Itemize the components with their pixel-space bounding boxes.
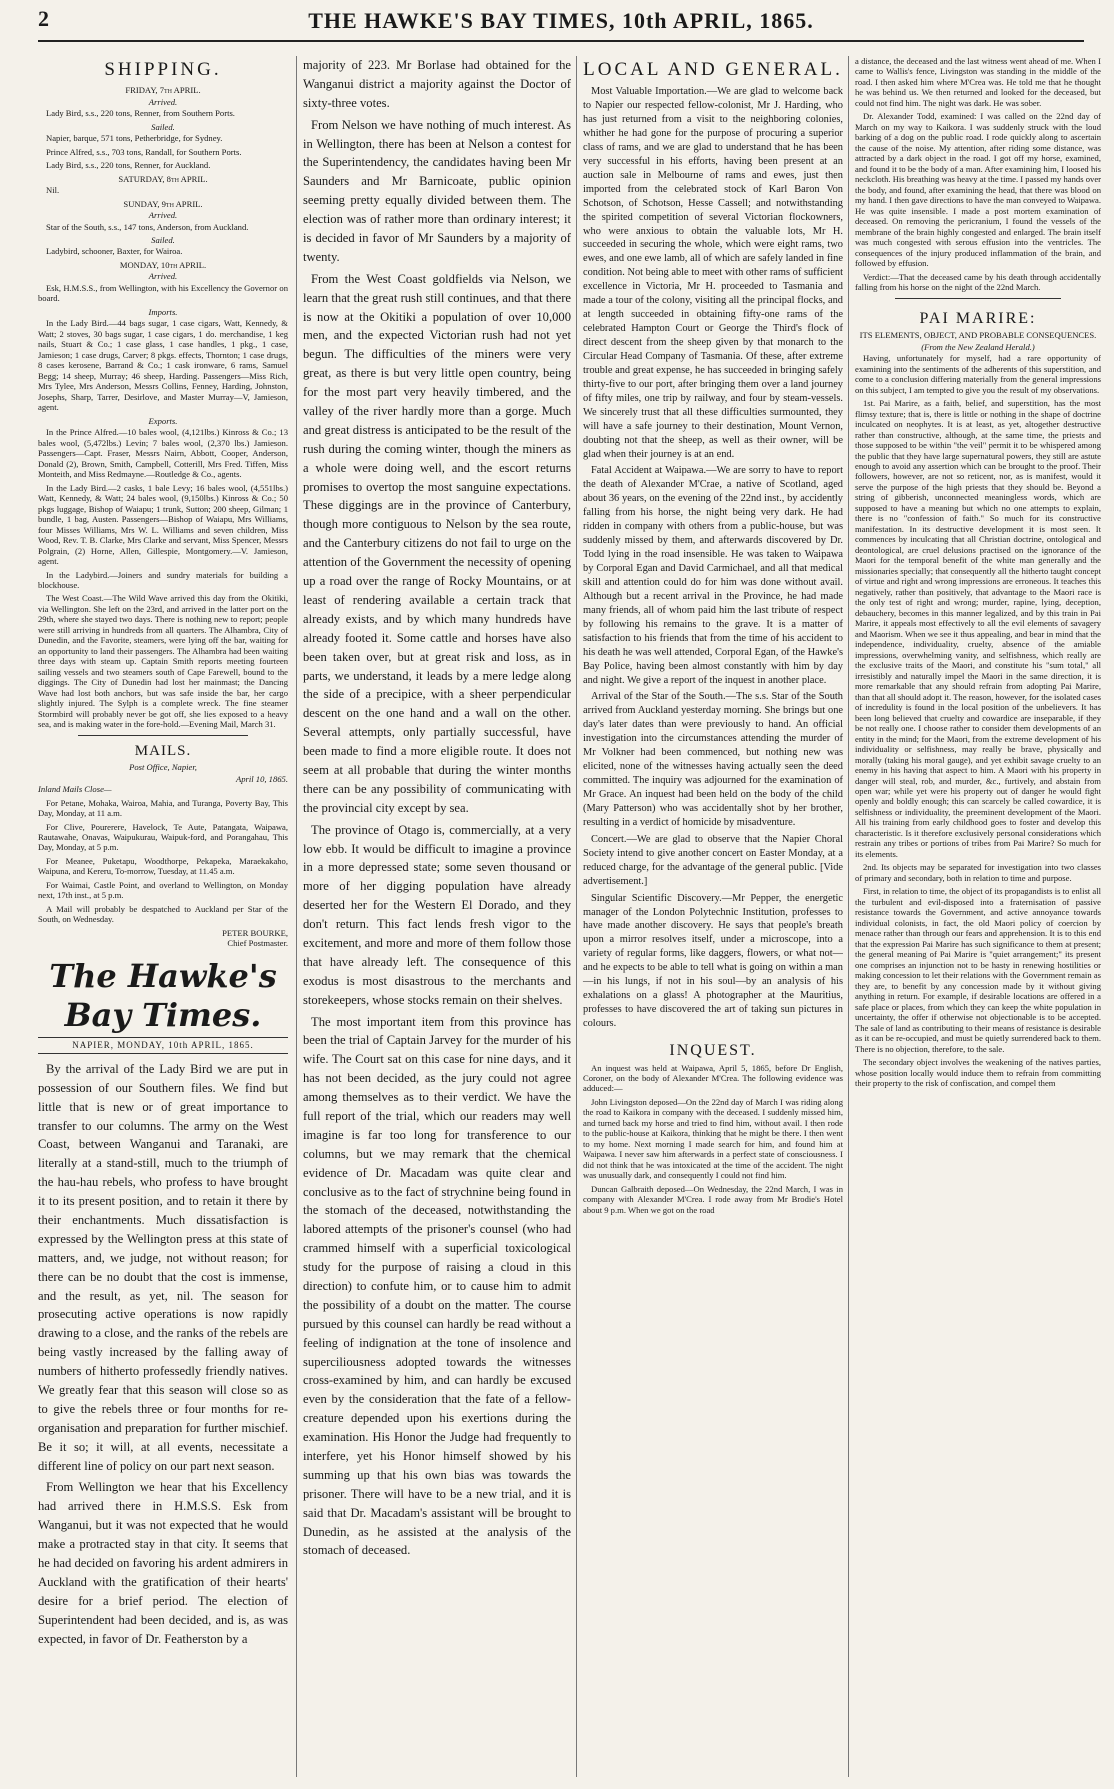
editorial-paragraph: From the West Coast goldfields via Nelson, we learn that the great rush still continues, and that there is now at the Okitiki a population of over 10,000 men, and the expected Victorian rush had not yet begun. The difficulties of the miners were very great, as there is but very little open country, being for the most part very heavily timbered, and the valley of the river hardly more than a gorge. Much and great distress is anticipated to be the result of the rush during the coming winter, though the miners as a whole were doing well, and the escort returns promises to overtop the most sanguine expectations. These diggings are in the province of Canterbury, though more contiguous to Nelson by the sea route, and the Canterbury citizens do not fail to urge on the attention of the Government the necessity of opening up a road over the range of Rocky Mountains, or at least of rendering available a certain track that already exists, and by which many hundreds have already footed it. Some cattle and horses have also been taken over, but at great risk and loss, as in parts, we understand, it leads by a mere ledge along the side of a precipice, with a sheer perpendicular descent on the one hand and a wall on the other. Several attempts, only partially successful, have been made to find a more eligible route. It does not seem at all probable that during the winter months there can be any possibility of communicating with the provincial city except by sea. <box>303 271 571 815</box>
column-2 <box>296 56 571 1777</box>
mail-entry: For Petane, Mohaka, Wairoa, Mahia, and Turanga, Poverty Bay, This Day, Monday, at 11 a.m. <box>38 797 288 819</box>
news-item: Most Valuable Importation.—We are glad to welcome back to Napier our respected fellow-colonist, Mr J. Harding, who has just returned from a visit to the neighboring colonies, whither he had gone for the purpose of procuring a superior class of rams, and we are glad to understand that he has been very successful in his efforts, having been present at an auction sale in Melbourne of rams and ewes, just then imported from the celebrated stock of Karl Baron Von Schotson, of Schotson, Hesse Cassell; and notwithstanding the spirited competition of several Victorian flockowners, who were anxious to obtain the valuable lots, Mr H. succeeded in securing the whole, which were eight rams, two ewes, and one ewe lamb, all of which are safely landed in fine condition. Not being able to meet with other rams of sufficient excellence in Victoria, Mr H. proceeded to Tasmania and made a tour of the colony, visiting all the principal flocks, and at length succeeded in obtaining fifty-one rams of the celebrated Hampton Court or George the Third's flock of direct descent from the sheep given by that monarch to the Circular Head Company of Tasmania. Of these, after extreme trouble and great expense, he has succeeded in bringing safely thirty-five to our port, after bringing them over a land journey of fifty miles, one trip by railway, and four by steam-vessels. We sincerely trust that all these difficulties surmounted, they will have a safe journey to their destination, Mount Vernon, doubting not that the sheep, as well as their owner, will be glad when their journey is at an end. <box>583 86 843 460</box>
shipping-entry: Lady Bird, s.s., 220 tons, Renner, for Auckland. <box>46 160 211 171</box>
local-general-heading: LOCAL AND GENERAL. <box>583 59 843 80</box>
exports-text: In the Prince Alfred.—10 bales wool, (4,121lbs.) Kinross & Co.; 13 bales wool, (5,472lbs.) Levin; 7 bales wool, (2,370 lbs.) Jamieson. Passengers—Capt. Fraser, Messrs Nairn, Abbott, Cooper, Anderson, Donald (2), Brown, Smith, Campbell, Cotterill, Mrs Fred. Tiffen, Miss Monteith, and Miss Redmayne.—Routledge & Co., agents. <box>38 427 288 480</box>
inquest-text: An inquest was held at Waipawa, April 5, 1865, before Dr English, Coroner, on the body of Alexander M'Crea. The following evidence was adduced:— <box>583 1062 843 1094</box>
divider <box>895 298 1061 299</box>
west-coast-news: The West Coast.—The Wild Wave arrived this day from the Okitiki, via Wellington. She left on the 23rd, and arrived in the latter port on the 29th, where she stayed two days. There is nothing new to report; people were still arriving in hundreds from all quarters. The Alhambra, City of Dunedin, and the Favorite, steamers, were lying off the bar, waiting for an opportunity to land their passengers. The Alhambra had been waiting three days with steam up. Captain Smith reports meeting fourteen sailing vessels and two steamers south of Cape Farewell, bound to the diggings. The City of Dunedin had lost her mainmast; the Dancing Wave had lost both anchors, but was safe inside the bar, her cargo slightly injured. The Sylph is a complete wreck. The fine steamer Stormbird will probably never be got off, she lies exposed to a heavy sea, and is making water in the fore-hold.—Evening Mail, March 31. <box>38 593 288 730</box>
masthead <box>38 6 1084 42</box>
shipping-day: SUNDAY, 9th APRIL. <box>123 198 203 209</box>
column-1 <box>38 56 288 1777</box>
pai-marire-subheading: ITS ELEMENTS, OBJECT, AND PROBABLE CONSEQUENCES. <box>859 330 1097 341</box>
shipping-entry: Nil. <box>46 185 60 196</box>
shipping-day: FRIDAY, 7th APRIL. <box>125 85 201 96</box>
post-date: April 10, 1865. <box>235 773 288 784</box>
newspaper-title: THE HAWKE'S BAY TIMES, 10th APRIL, 1865. <box>308 8 814 33</box>
article-paragraph: The secondary object involves the weakening of the natives parties, whose position locally would induce them to refrain from committing their property to the risk of confiscation, and compel them <box>855 1057 1101 1089</box>
mail-entry: For Clive, Pourerere, Havelock, Te Aute, Patangata, Waipawa, Rautawahe, Onavas, Waipukurau, Waipuk-ford, and Porangahau, This Day, Monday, at 5 p.m. <box>38 821 288 853</box>
article-paragraph: 2nd. Its objects may be separated for investigation into two classes of primary and secondary, both in relation to time and purpose. <box>855 862 1101 883</box>
exports-subhead: Exports. <box>148 415 178 426</box>
mail-entry: For Waimai, Castle Point, and overland to Wellington, on Monday next, 17th inst., at 5 p.m. <box>38 879 288 901</box>
inquest-text: Dr. Alexander Todd, examined: I was called on the 22nd day of March on my way to Kaikora. I was suddenly struck with the loud barking of a dog on the public road. I rode quickly along to ascertain the cause of the noise. My attention, after riding some distance, was attracted by a dark object in the road. I got off my horse, examined, and found it to be the body of a man. After examining him, I loosed his neckcloth. His breathing was heavy at the time. I passed my hands over the body, and found, after examining the head, that there was blood on my hand. I then gave directions to have the man conveyed to Waipawa. He was quite insensible. I made a post mortem examination of deceased. On removing the pericranium, I found the vessels of the membrane of the brain highly congested and enlarged. The brain itself was much congested with serous effusion into the ventricles. The consequences of the injury produced inflammation of the brain, and followed by effusion. <box>855 111 1101 269</box>
pai-marire-source: (From the New Zealand Herald.) <box>921 341 1035 352</box>
mail-entry: A Mail will probably be despatched to Auckland per Star of the South, on Wednesday. <box>38 903 288 925</box>
editorial-paragraph: The most important item from this province has been the trial of Captain Jarvey for the murder of his wife. The Court sat on this case for nine days, and it has not been decided, as the jury could not agree among themselves as to their verdict. We have the full report of the trial, which our readers may well imagine is far too long for transference to our columns, but we may remark that the chemical evidence of Dr. Macadam was quite clear and conclusive as to the fact of strychnine being found in the stomach of the deceased, notwithstanding the labored attempts of the prisoner's counsel (who had crammed himself with a superficial toxicological study for the purpose of raising a cloud in this direction) to confute him, or to cause him to admit the possibility of a doubt on the matter. The course pursued by this counsel can hardly be read without a feeling of indignation at the tone of insolence and superciliousness adopted towards the witnesses cross-examined by him, and can hardly be excused even by the consideration that the fate of a fellow-creature depended upon his exertions during the examination. His Honor the Judge had frequently to interfere, yet his Honor himself showed by his summing up that his own bias was towards the prisoner. There will have to be a new trial, and it is said that Dr. Macadam's assistant will be brought to Dunedin, as he assisted at the analysis of the stomach of deceased. <box>303 1014 571 1558</box>
post-office: Post Office, Napier, <box>129 762 197 773</box>
shipping-subhead: Arrived. <box>148 96 178 107</box>
inquest-verdict: Verdict:—That the deceased came by his death through accidentally falling from his horse on the night of the 22nd March. <box>855 271 1101 293</box>
news-item: Arrival of the Star of the South.—The s.s. Star of the South arrived from Auckland yesterday morning. She brings but one day's later dates than were previously to hand. An official investigation into the circumstances attending the murder of Mr Volkner had been commenced, but nothing new was elicited, none of the witnesses having actually seen the deed committed. The inquiry was adjourned for the examination of Mr Grace. An inquest had been held on the body of the child (Mary Patterson) who was accidentally shot by her brother, resulting in a verdict of homicide by misadventure. <box>583 691 843 828</box>
mails-heading: MAILS. <box>134 742 192 759</box>
shipping-entry: Prince Alfred, s.s., 703 tons, Randall, for Southern Ports. <box>46 146 242 157</box>
postmaster-signature: PETER BOURKE, <box>222 927 288 938</box>
shipping-subhead: Arrived. <box>148 210 178 221</box>
column-4 <box>848 56 1101 1777</box>
page-number: 2 <box>38 6 49 31</box>
inquest-text: Duncan Galbraith deposed—On Wednesday, the 22nd March, I was in company with Alexander M'Crea. I rode away from Mr Brodie's Hotel about 9 p.m. When we got on the road <box>583 1183 843 1215</box>
shipping-day: SATURDAY, 8th APRIL. <box>118 173 208 184</box>
shipping-day: MONDAY, 10th APRIL. <box>119 259 207 270</box>
column-3 <box>576 56 843 1777</box>
exports-text: In the Lady Bird.—2 casks, 1 bale Levy; 16 bales wool, (4,551lbs.) Watt, Kennedy, & Watt; 24 bales wool, (9,150lbs.) Kinross & Co.; 50 pkgs luggage, Bishop of Waiapu; 1 trunk, Sutton; 200 sheep, Gilman; 1 bundle, 1 bag, Austen. Passengers—Bishop of Waiapu, Mrs Williams, four Misses Williams, Mrs W. L. Williams and seven children, Miss Wood, Rev. T. B. Clarke, Mrs Clarke and servant, Miss Spencer, Messrs Polgrain, (2) Horne, Allen, Gillespie, Montgomery.—V. Jamieson, agent. <box>38 482 288 567</box>
imports-text: In the Lady Bird.—44 bags sugar, 1 case cigars, Watt, Kennedy, & Watt; 2 stoves, 30 bags sugar, 1 case cigars, 1 do. merchandise, 1 keg nails, Stuart & Co.; 1 case glass, 1 case handles, 1 pkg., 1 case, Jamieson; 1 case drugs, Carver; 8 pkgs. effects, Thornton; 1 case drugs, 8 cases kerosene, Barrand & Co.; 1 cask ironware, 6 rams, Samuel Begg; 14 sheep, Murray; 46 sheep, Harding. Passengers—Miss Rich, Mrs Tylee, Mrs Anderson, Messrs Collins, Fenney, Harding, Johnston, Josephs, Sharp, Tarrer, Desirlove, and Master Murray—V, Jamieson, agent. <box>38 318 288 413</box>
shipping-entry: Napier, barque, 571 tons, Petherbridge, for Sydney. <box>46 133 223 144</box>
editorial-paragraph: majority of 223. Mr Borlase had obtained for the Wanganui district a majority against the Doctor of sixty-three votes. <box>303 58 571 110</box>
nameplate: The Hawke's Bay Times. <box>49 956 277 1034</box>
news-item: Concert.—We are glad to observe that the Napier Choral Society intend to give another concert on Easter Monday, at a reduced charge, for the advantage of the general public. [Vide advertisement.] <box>583 833 843 887</box>
imports-subhead: Imports. <box>148 306 178 317</box>
dateline: NAPIER, MONDAY, 10th APRIL, 1865. <box>38 1037 288 1054</box>
inland-mails: Inland Mails Close— <box>38 784 112 795</box>
shipping-entry: Star of the South, s.s., 147 tons, Anderson, from Auckland. <box>46 221 249 232</box>
shipping-subhead: Sailed. <box>151 234 175 245</box>
news-item: Fatal Accident at Waipawa.—We are sorry to have to report the death of Alexander M'Crae, a native of Scotland, aged about 36 years, on the evening of the 22nd inst., by accidently falling from his horse, the night being very dark. He had ridden in company with others from a public-house, but was suddenly missed by them, and afterwards discovered by Dr. Todd lying in the road insensible. He was taken to Waipawa by Corporal Egan and David Carmichael, and all that medical skill and attention could do for him was done without avail. Although but a recent arrival in the Province, he had made many friends, all of whom paid him the last tribute of respect by following his remains to the grave. It is a matter of satisfaction to his friends that from the time of his accident to his death he was well attended, Corporal Egan, of the Hawke's Bay Police, having been almost constantly with him by day and night. We give a report of the inquest in another place. <box>583 465 843 686</box>
postmaster-title: Chief Postmaster. <box>227 938 288 949</box>
pai-marire-heading: PAI MARIRE: <box>919 309 1037 327</box>
article-paragraph: First, in relation to time, the object of its propagandists is to enlist all the turbulent and evil-disposed into a fraternisation of passive resistance towards the Government, and active annoyance towards individual colonists, in fact, the old Maori policy of coercion by menace rather than through our fears and apprehension. It is to this end that the expression Pai Marire has such significance to them at present; the general meaning of Pai Marire is "quiet arrangement;" its present one comprises an injunction not to be hasty in renewing hostilities or making concession to let their relations with the Government remain as they are, to benefit by any concession made by it without giving anything in return. For example, if desirable locations are offered in a safe place or places, from which they can keep the white population in uncertainty, the offer if otherwise not objectionable is to be accepted. The sale of land as contributing to their means of resistance is desirable as it can be re-occupied, and must be quietly surrendered back to them. There is no objection, therefore, to the sale. <box>855 886 1101 1054</box>
inquest-heading: INQUEST. <box>669 1041 757 1059</box>
mail-entry: For Meanee, Puketapu, Woodthorpe, Pekapeka, Maraekakaho, Waipuna, and Kereru, To-morrow, Tuesday, at 11.45 a.m. <box>38 855 288 877</box>
editorial-paragraph: By the arrival of the Lady Bird we are put in possession of our Southern files. We find but little that is new or of great importance to transfer to our columns. The army on the West Coast, between Wanganui and Taranaki, are literally at a stand-still, much to the triumph of the hau-hau rebels, who profess to have brought it to its present position, and to retain it there by their enchantments. Much dissatisfaction is expressed by the Wellington press at this state of matters, and, we judge, not without reason; for there can be no doubt that the cost is immense, and the result, as yet, nil. The season for prosecuting active operations is now rapidly drawing to a close, and the ranks of the rebels are being vastly increased by the falling away of numbers of hitherto professedly friendly natives. We greatly fear that this season will close so as to give the rebels three or four months for re-organisation and preparation for further mischief. Be it so; it will, at all events, necessitate a different line of policy on our part next season. <box>38 1061 288 1473</box>
editorial-paragraph: From Nelson we have nothing of much interest. As in Wellington, there has been at Nelson a contest for the Superintendency, the candidates having been Mr Saunders and Mr Barnicoate, public opinion seeming pretty equally divided between them. The election was of rather more than ordinary interest; it is decided in favor of Mr Saunders by a majority of twenty. <box>303 117 571 264</box>
news-item: Singular Scientific Discovery.—Mr Pepper, the energetic manager of the London Polytechnic Institution, professes to have made another discovery. He says that people's breath upon a mirror resolves itself, under a microscope, into a variety of regular forms, like daggers, flowers, or what not—and he expects to be able to tell what is going on within a man—in his lungs, if not in his soul—by an analysis of his exhalations on a glass! A photographer at the Mauritius, professes to have discovered the art of taking sun pictures in colours. <box>583 892 843 1030</box>
shipping-subhead: Arrived. <box>148 271 178 282</box>
shipping-subhead: Sailed. <box>151 121 175 132</box>
shipping-heading: SHIPPING. <box>104 59 222 80</box>
inquest-text: John Livingston deposed—On the 22nd day of March I was riding along the road to Kaikora in company with the deceased. I suddenly missed him, and turned back my horse and tried to find him, without avail. I then rode to the public-house at Kaikora, thinking that he might be there. I then went to my home. Next morning I made search for him, and found him at Waipawa. I never saw him afterwards in a perfect state of consciousness. I did not think that he was intoxicated at the time of the accident. The night was unusually dark, and consequently I could not find him. <box>583 1096 843 1181</box>
editorial-paragraph: From Wellington we hear that his Excellency had arrived there in H.M.S.S. Esk from Wanganui, but it was not expected that he would make a protracted stay in that city. It seems that he had decided on favoring his ardent admirers in Auckland with the gratification of their hearts' desire for a brief period. The election of Superintendent had been decided, and is, as was expected, in favor of Dr. Featherston by a <box>38 1480 288 1646</box>
editorial-paragraph: The province of Otago is, commercially, at a very low ebb. It would be difficult to imagine a province in a more depressed state; some seven thousand or more of her digging population have already deserted her for the Western El Dorado, and they don't return. This fact lends fresh vigor to the excitement, and more and more of them follow those that have already left. The consequence of this exodus is most disastrous to the merchants and storekeepers, whose stocks remain on their shelves. <box>303 822 571 1007</box>
divider <box>78 735 248 736</box>
inquest-text: a distance, the deceased and the last witness went ahead of me. When I came to Wallis's fence, Livingston was standing in the middle of the road. I then asked him where M'Crea was. He told me that he thought he was behind us. We then returned and looked for the deceased, but could not find him. The night was dark. He was sober. <box>855 56 1101 108</box>
shipping-entry: Lady Bird, s.s., 220 tons, Renner, from Southern Ports. <box>46 108 235 119</box>
shipping-entry: Esk, H.M.S.S., from Wellington, with his Excellency the Governor on board. <box>38 282 288 304</box>
article-paragraph: 1st. Pai Marire, as a faith, belief, and superstition, has the most flimsy texture; that is, there is little or nothing in the shape of doctrine inculcated on neophytes. It is at least, as yet, altogether destructive rather than constructive, although, at the same time, the priests and those supposed to be within "the veil" permit it to be whispered among the public that they have large supernatural powers, they still are astute enough to avoid any assertion which can be brought to the proof. Their followers, however, are not so reticent, nor, as is manifest, would it serve the purpose of the high priests that they should be. Beyond a string of gibberish, unconnected meaningless words, which are supposed to have a meaning but which no one attempts to explain, there is no "confession of faith." So much for its constructive manifestation. In its destructive development it is most seen. It commences by inculcating that all Christian doctrine, ontological and deontological, are cruel delusions practised on the ignorance of the Maori for the temporal benefit of the white man generally and the missionaries specially; that consequently all the hitherto taught concept of virtue and right and wrong impressions are erroneous. It teaches this negatively, rather than positively, that advantage to the Maori race is the only test of right and wrong; murder, rapine, lying, deception, debauchery, becomes in this manner legalized, and by this train in Pai Marire, it appeals most effectively to all the evil elements of savagery and Maorism. When we see it thus appealing, and bear in mind that the independence, individuality, cruelty, absence of the amiable impressions, overwhelming vanity, and selfishness, which really are the exclusive traits of the Maori, and constitute his "sum total," all irresistibly and naturally impel the Maori in the same direction, it is more remarkable that any should refrain from adopting Pai Marire, than that all should adopt it. The reason, however, for the isolated cases of incredulity is found in the local position of the unbelievers. It has been long believed that cruelty and cowardice are inseparable, if they be not really one. I choose rather to consider them developments of an entity in the mind; for the Maori, from the extreme development of his individuality or selfishness, may really be brave, physically and morally (taking his moral gauge), and yet exhibit savage cruelty to an enemy in his having that aspect to him. A Maori with his property in danger will steal, rob, and murder, &c., furtively, and abstain from open war; while yet were his property out of danger he would fight openly and boldly enough; this can scarcely be called cowardice, it is selfishness or individuality, the preeminent development of the Maori. All his training from early childhood goes to foster and develop this characteristic. Is it therefore exclusively personal considerations which restrain any tribes or portions of tribes from Pai Marire? So much for its elements. <box>855 398 1101 859</box>
article-paragraph: Having, unfortunately for myself, had a rare opportunity of examining into the sentiments of the adherents of this superstition, and come to a conclusion differing materially from the general impressions on this subject, I am tempted to give you the result of my observations. <box>855 353 1101 395</box>
shipping-entry: Ladybird, schooner, Baxter, for Wairoa. <box>46 246 183 257</box>
exports-text: In the Ladybird.—Joiners and sundry materials for building a blockhouse. <box>38 569 288 590</box>
